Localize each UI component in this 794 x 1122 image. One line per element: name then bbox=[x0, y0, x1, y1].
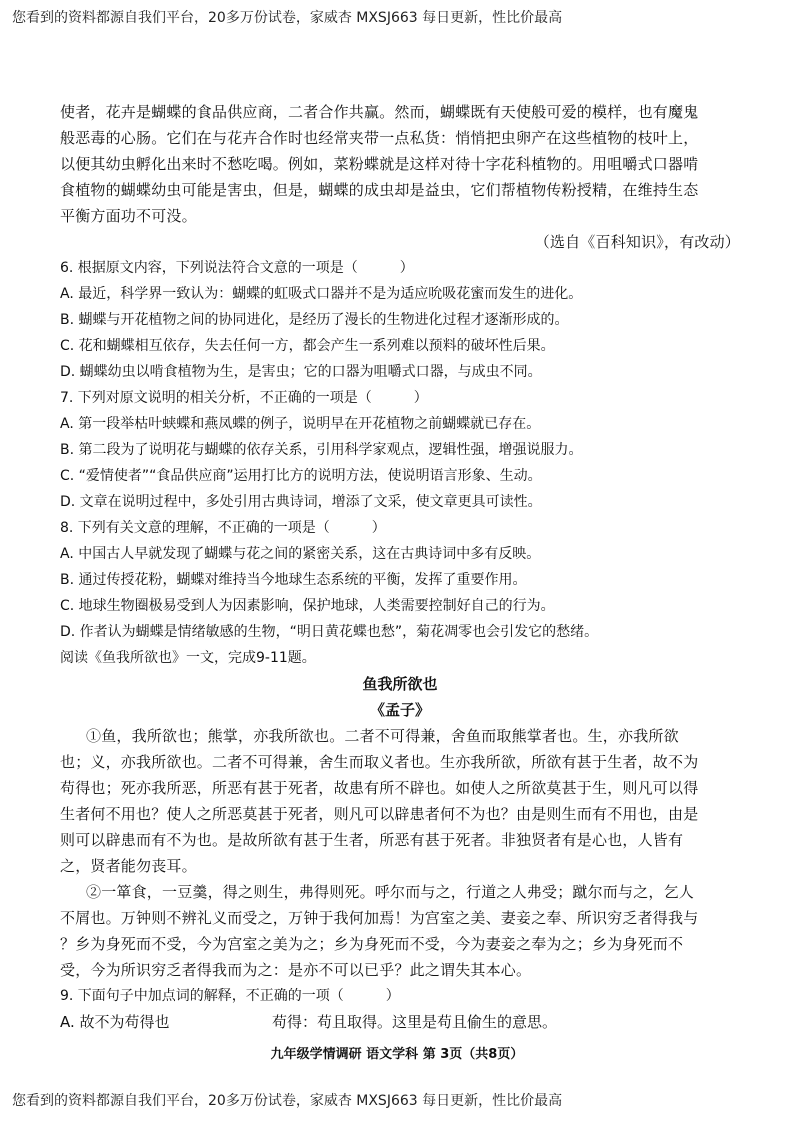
question-8-option-b: B. 通过传授花粉，蝴蝶对维持当今地球生态系统的平衡，发挥了重要作用。 bbox=[60, 572, 527, 588]
classic-para2-line: 受，今为所识穷乏者得我而为之：是亦不可以已乎？此之谓失其本心。 bbox=[60, 961, 532, 979]
question-7-option-b: B. 第二段为了说明花与蝴蝶的依存关系，引用科学家观点，逻辑性强，增强说服力。 bbox=[60, 442, 583, 458]
classic-para1-line: 苟得也；死亦我所恶，所恶有甚于死者，故患有所不辟也。如使人之所欲莫甚于生，则凡可以得 bbox=[60, 779, 699, 797]
passage-line: 般恶毒的心肠。它们在与花卉合作时也经常夹带一点私货：悄悄把虫卵产在这些植物的枝叶上， bbox=[60, 129, 699, 147]
passage-line: 食植物的蝴蝶幼虫可能是害虫，但是，蝴蝶的成虫却是益虫，它们帮植物传粉授精，在维持生态 bbox=[60, 181, 699, 199]
watermark-ad-top: 您看到的资料都源自我们平台，20多万份试卷，家威杏 MXSJ663 每日更新，性比价最高 bbox=[12, 10, 563, 26]
question-6-option-b: B. 蝴蝶与开花植物之间的协同进化，是经历了漫长的生物进化过程才逐渐形成的。 bbox=[60, 312, 569, 328]
classic-title: 鱼我所欲也 bbox=[362, 675, 438, 693]
page-footer: 九年级学情调研 语文学科 第 3页（共8页） bbox=[270, 1047, 524, 1062]
classic-author: 《孟子》 bbox=[369, 701, 430, 719]
passage-line: 以便其幼虫孵化出来时不愁吃喝。例如，菜粉蝶就是这样对待十字花科植物的。用咀嚼式口器啃 bbox=[60, 155, 699, 173]
question-9-option-a-sentence: A. 故不为苟得也 bbox=[60, 1013, 170, 1031]
question-7-option-a: A. 第一段举枯叶蛱蝶和燕凤蝶的例子，说明早在开花植物之前蝴蝶就已存在。 bbox=[60, 416, 541, 432]
classic-para1-line: 之，贤者能勿丧耳。 bbox=[60, 857, 197, 875]
question-8-option-d: D. 作者认为蝴蝶是情绪敏感的生物，“明日黄花蝶也愁”，菊花凋零也会引发它的愁绪。 bbox=[60, 624, 599, 640]
question-7-option-d: D. 文章在说明过程中，多处引用古典诗词，增添了文采，使文章更具可读性。 bbox=[60, 494, 542, 510]
classic-para1-line: 则可以辟患而有不为也。是故所欲有甚于生者，所恶有甚于死者。非独贤者有是心也，人皆有 bbox=[60, 831, 684, 849]
question-6-option-a: A. 最近，科学界一致认为：蝴蝶的虹吸式口器并不是为适应吮吸花蜜而发生的进化。 bbox=[60, 286, 583, 302]
classic-para2-line: ②一箪食，一豆羹，得之则生，弗得则死。呼尔而与之，行道之人弗受；蹴尔而与之，乞人 bbox=[86, 883, 695, 901]
question-6-option-d: D. 蝴蝶幼虫以啃食植物为生，是害虫；它的口器为咀嚼式口器，与成虫不同。 bbox=[60, 364, 542, 380]
passage-line: 平衡方面功不可没。 bbox=[60, 207, 197, 225]
classic-para2-line: ？乡为身死而不受，今为宫室之美为之；乡为身死而不受，今为妻妾之奉为之；乡为身死而不 bbox=[60, 935, 684, 953]
question-8-option-a: A. 中国古人早就发现了蝴蝶与花之间的紧密关系，这在古典诗词中多有反映。 bbox=[60, 546, 541, 562]
question-9-stem: 9. 下面句子中加点词的解释，不正确的一项（ ） bbox=[60, 988, 400, 1004]
question-8-option-c: C. 地球生物圈极易受到人为因素影响，保护地球，人类需要控制好自己的行为。 bbox=[60, 598, 555, 614]
question-6-option-c: C. 花和蝴蝶相互依存，失去任何一方，都会产生一系列难以预料的破坏性后果。 bbox=[60, 338, 555, 354]
classic-para1-line: ①鱼，我所欲也；熊掌，亦我所欲也。二者不可得兼，舍鱼而取熊掌者也。生，亦我所欲 bbox=[86, 727, 679, 745]
classic-para2-line: 不屑也。万钟则不辨礼义而受之，万钟于我何加焉！为宫室之美、妻妾之奉、所识穷乏者得我与 bbox=[60, 909, 699, 927]
question-7-option-c: C. “爱情使者”“食品供应商”运用打比方的说明方法，使说明语言形象、生动。 bbox=[60, 468, 542, 484]
watermark-ad-bottom: 您看到的资料都源自我们平台，20多万份试卷，家威杏 MXSJ663 每日更新，性比价最高 bbox=[12, 1093, 563, 1109]
classic-para1-line: 也；义，亦我所欲也。二者不可得兼，舍生而取义者也。生亦我所欲，所欲有甚于生者，故不为 bbox=[60, 753, 699, 771]
question-6-stem: 6. 根据原文内容，下列说法符合文意的一项是（ ） bbox=[60, 260, 414, 276]
passage-line: 使者，花卉是蝴蝶的食品供应商，二者合作共赢。然而，蝴蝶既有天使般可爱的模样，也有魔鬼 bbox=[60, 103, 699, 121]
question-9-option-a-explanation: 苟得：苟且取得。这里是苟且偷生的意思。 bbox=[272, 1013, 558, 1031]
page-content bbox=[60, 99, 740, 1035]
question-7-stem: 7. 下列对原文说明的相关分析，不正确的一项是（ ） bbox=[60, 390, 428, 406]
classic-para1-line: 生者何不用也？使人之所恶莫甚于死者，则凡可以辟患者何不为也？由是则生而有不用也，由是 bbox=[60, 805, 699, 823]
source-note: （选自《百科知识》，有改动） bbox=[534, 233, 740, 251]
question-8-stem: 8. 下列有关文意的理解，不正确的一项是（ ） bbox=[60, 520, 386, 536]
reading-intro: 阅读《鱼我所欲也》一文，完成9-11题。 bbox=[60, 650, 316, 666]
question-9-option-a bbox=[60, 1009, 740, 1035]
